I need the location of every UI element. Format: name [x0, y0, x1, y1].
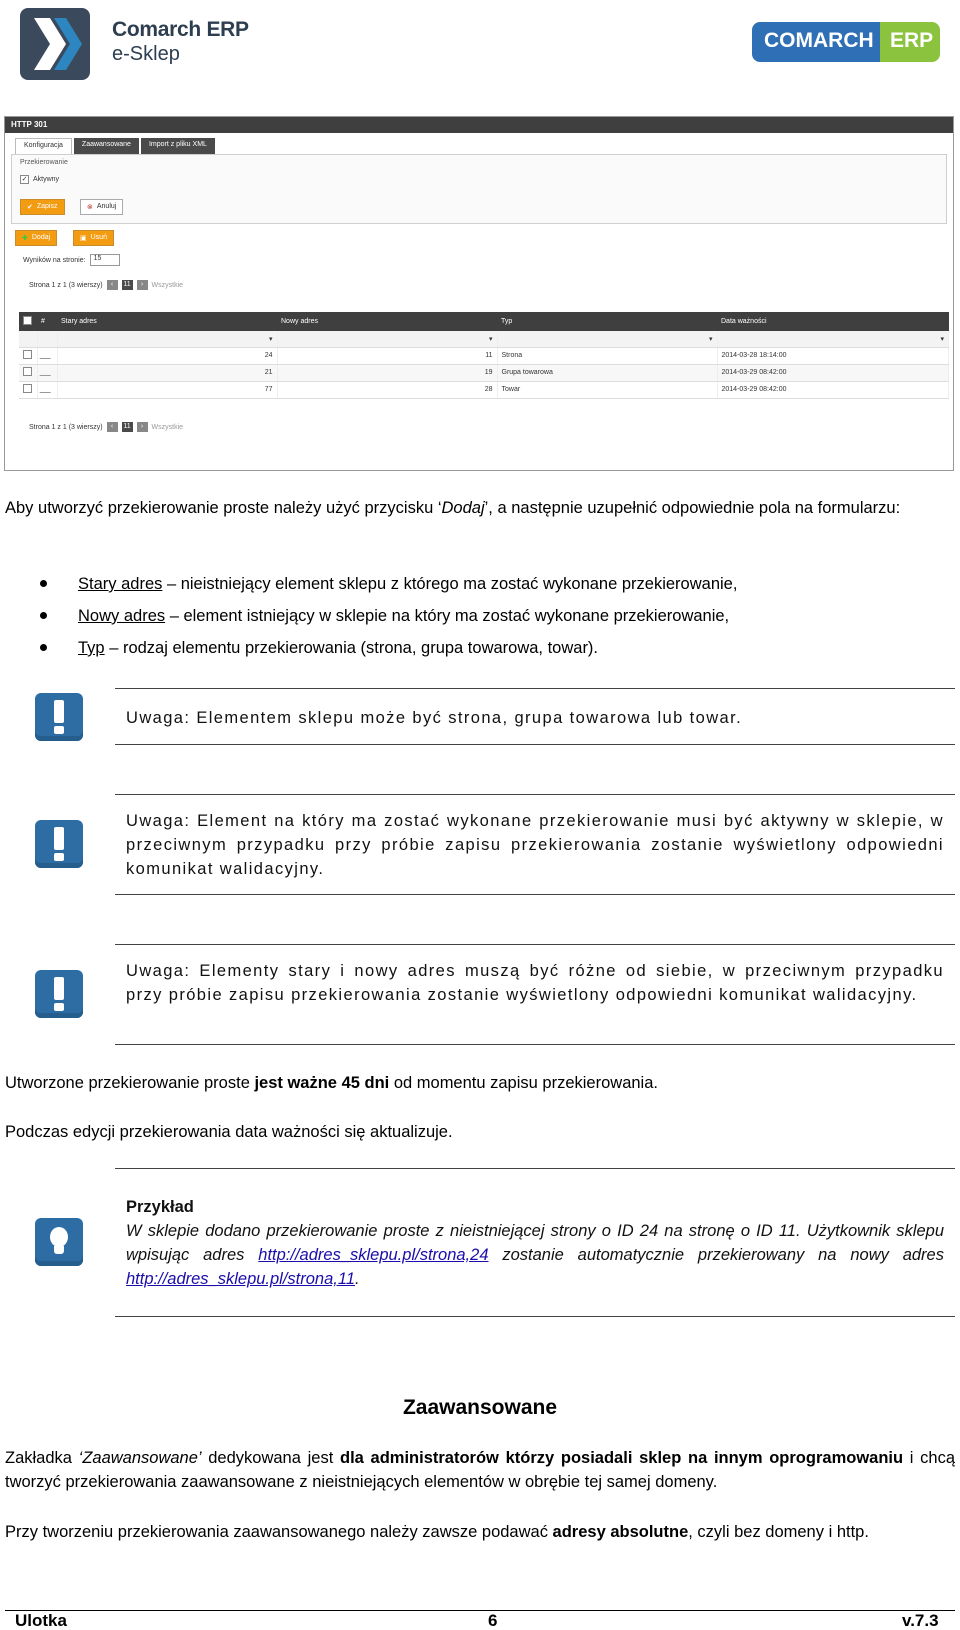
- bullet-term: Typ: [78, 639, 105, 657]
- advanced-paragraph: [5, 1446, 955, 1494]
- filter-expiry[interactable]: ▾: [717, 331, 949, 347]
- validity-paragraph: [5, 1071, 955, 1095]
- section-label: Przekierowanie: [20, 159, 68, 166]
- note-divider: [115, 744, 955, 745]
- col-type[interactable]: Typ: [497, 312, 717, 331]
- advanced-tab-name: ‘Zaawansowane’: [78, 1449, 202, 1467]
- redirect-table: [19, 312, 949, 399]
- cell-new-address: 28: [277, 381, 497, 398]
- row-checkbox-cell[interactable]: [19, 364, 37, 381]
- footer-page-number: 6: [488, 1611, 498, 1630]
- row-checkbox[interactable]: [23, 350, 32, 359]
- pager-next-button[interactable]: ›: [137, 280, 148, 290]
- bullet-text: – rodzaj elementu przekierowania (strona, grupa towarowa, towar).: [104, 639, 599, 657]
- page-header: [0, 0, 960, 95]
- table-row[interactable]: [19, 347, 949, 364]
- cell-new-address: 11: [277, 347, 497, 364]
- pager-all-link[interactable]: Wszystkie: [151, 281, 184, 289]
- pencil-icon[interactable]: [39, 384, 55, 393]
- panel-tabs: [5, 133, 953, 154]
- example-text-b: zostanie automatycznie przekierowany na nowy adres: [488, 1246, 944, 1264]
- note-divider: [115, 688, 955, 689]
- grid-toolbar: [5, 224, 953, 324]
- per-page-control: [23, 254, 120, 266]
- section-heading: Zaawansowane: [402, 1396, 558, 1419]
- delete-button[interactable]: [73, 230, 114, 246]
- exclamation-icon: [35, 820, 83, 868]
- row-checkbox[interactable]: [23, 384, 32, 393]
- lightbulb-icon: [35, 1218, 83, 1266]
- delete-label: Usuń: [90, 234, 107, 241]
- absolute-text-b: , czyli bez domeny i http.: [688, 1523, 869, 1541]
- row-checkbox-cell[interactable]: [19, 381, 37, 398]
- intro-text-b: ’, a następnie uzupełnić odpowiednie pola na formularzu:: [484, 499, 901, 517]
- note-divider: [115, 794, 955, 795]
- exclamation-icon: [35, 970, 83, 1018]
- footer-divider: [5, 1610, 955, 1611]
- note-1: Uwaga: Elementem sklepu może być strona, grupa towarowa lub towar.: [126, 709, 743, 727]
- filter-row: [19, 331, 949, 347]
- bullet-old-address: [78, 572, 737, 596]
- cell-type: Grupa towarowa: [497, 364, 717, 381]
- http301-screenshot: [4, 116, 954, 471]
- cell-expiry: 2014-03-29 08:42:00: [717, 381, 949, 398]
- comarch-eskep-logo-icon: [20, 8, 90, 80]
- pager-bottom: [29, 422, 183, 432]
- cancel-label: Anuluj: [96, 203, 117, 210]
- pager-all-link[interactable]: Wszystkie: [151, 423, 184, 431]
- intro-paragraph: [5, 496, 955, 520]
- example-title: Przykład: [126, 1198, 194, 1216]
- filter-old-address[interactable]: ▾: [57, 331, 277, 347]
- note-3: Uwaga: Elementy stary i nowy adres muszą być różne od siebie, w przeciwnym przypadku przy próbie zapisu przekierowania zostanie wyświetlony odpowiedni komunikat walidacyjny.: [126, 962, 944, 1004]
- row-checkbox[interactable]: [23, 367, 32, 376]
- table-row[interactable]: [19, 364, 949, 381]
- cell-old-address: 21: [57, 364, 277, 381]
- example-body: [126, 1219, 944, 1291]
- advanced-text-a: Zakładka: [5, 1449, 79, 1467]
- save-label: Zapisz: [36, 203, 58, 210]
- bullet-term: Stary adres: [78, 575, 163, 593]
- bullet-dot: [40, 612, 47, 619]
- col-old-address[interactable]: Stary adres: [57, 312, 277, 331]
- bullet-term: Nowy adres: [78, 607, 166, 625]
- intro-button-name: Dodaj: [441, 499, 485, 517]
- brand-subtitle: e-Sklep: [112, 43, 180, 65]
- cell-old-address: 24: [57, 347, 277, 364]
- cell-type: Strona: [497, 347, 717, 364]
- delete-icon: ▣: [80, 235, 87, 242]
- example-link-old[interactable]: http://adres_sklepu.pl/strona,24: [258, 1246, 489, 1264]
- add-label: Dodaj: [31, 234, 51, 241]
- validity-text-b: od momentu zapisu przekierowania.: [389, 1074, 658, 1092]
- pencil-icon[interactable]: [39, 367, 55, 376]
- absolute-paragraph: [5, 1520, 955, 1544]
- filter-type[interactable]: ▾: [497, 331, 717, 347]
- edit-cell[interactable]: [37, 347, 57, 364]
- bullet-new-address: [78, 604, 729, 628]
- tab-konfiguracja[interactable]: Konfiguracja: [15, 138, 72, 154]
- absolute-text-a: Przy tworzeniu przekierowania zaawansowanego należy zawsze podawać: [5, 1523, 553, 1541]
- advanced-text-b: dedykowana jest: [201, 1449, 340, 1467]
- cell-type: Towar: [497, 381, 717, 398]
- pager-next-button[interactable]: ›: [137, 422, 148, 432]
- advanced-text-c: i chcą tworzyć przekierowania zaawansowane z nieistniejących elementów w obrębie tej samej domeny.: [5, 1449, 955, 1491]
- panel-title: HTTP 301: [5, 117, 953, 133]
- bullet-dot: [40, 644, 47, 651]
- edit-cell[interactable]: [37, 381, 57, 398]
- add-button[interactable]: [15, 230, 57, 246]
- per-page-select[interactable]: 15: [90, 254, 120, 266]
- note-2: Uwaga: Element na który ma zostać wykonane przekierowanie musi być aktywny w sklepie, w przeciwnym przypadku przy próbie zapisu przekierowania zostanie wyświetlony odpowiedni komunikat walidacyjny.: [126, 812, 944, 878]
- active-checkbox[interactable]: [20, 175, 59, 184]
- save-button[interactable]: [20, 199, 65, 215]
- redirect-config-box: [11, 154, 947, 224]
- footer-left: Ulotka: [15, 1611, 67, 1630]
- cancel-icon: ⊗: [87, 204, 93, 211]
- example-text-c: .: [355, 1270, 360, 1288]
- brand-title: Comarch ERP: [112, 18, 249, 41]
- filter-empty: [37, 331, 57, 347]
- check-icon: ✔: [27, 204, 33, 211]
- col-new-address[interactable]: Nowy adres: [277, 312, 497, 331]
- bullet-text: – nieistniejący element sklepu z którego ma zostać wykonane przekierowanie,: [162, 575, 738, 593]
- select-all-cell[interactable]: [19, 312, 37, 331]
- note-divider: [115, 894, 955, 895]
- example-link-new[interactable]: http://adres_sklepu.pl/strona,11: [126, 1270, 356, 1288]
- pager-text: Strona 1 z 1 (3 wierszy): [29, 281, 103, 289]
- per-page-label: Wyników na stronie:: [23, 256, 86, 264]
- example-divider: [115, 1316, 955, 1317]
- tab-zaawansowane[interactable]: Zaawansowane: [74, 138, 139, 154]
- comarch-erp-logo: [752, 22, 940, 62]
- intro-text-a: Aby utworzyć przekierowanie proste należy użyć przycisku ‘: [5, 499, 442, 517]
- validity-bold: jest ważne 45 dni: [254, 1074, 390, 1092]
- cell-old-address: 77: [57, 381, 277, 398]
- tab-import-xml[interactable]: Import z pliku XML: [141, 138, 215, 154]
- note-divider: [115, 1044, 955, 1045]
- validity-text-a: Utworzone przekierowanie proste: [5, 1074, 255, 1092]
- edit-note: Podczas edycji przekierowania data ważności się aktualizuje.: [5, 1123, 453, 1141]
- footer-version: v.7.3: [902, 1611, 939, 1630]
- pager-top: [29, 280, 183, 290]
- cell-new-address: 19: [277, 364, 497, 381]
- bullet-dot: [40, 580, 47, 587]
- table-header-row: [19, 312, 949, 331]
- note-divider: [115, 944, 955, 945]
- absolute-bold: adresy absolutne: [552, 1523, 689, 1541]
- pager-prev-button[interactable]: ‹: [107, 422, 118, 432]
- pager-text: Strona 1 z 1 (3 wierszy): [29, 423, 103, 431]
- pager-current[interactable]: 11: [123, 423, 131, 430]
- cell-expiry: 2014-03-28 18:14:00: [717, 347, 949, 364]
- example-divider: [115, 1168, 955, 1169]
- pager-prev-button[interactable]: ‹: [107, 280, 118, 290]
- exclamation-icon: [35, 693, 83, 741]
- cell-expiry: 2014-03-29 08:42:00: [717, 364, 949, 381]
- active-label: Aktywny: [33, 176, 60, 183]
- filter-empty: [19, 331, 37, 347]
- plus-icon: ✚: [22, 235, 28, 242]
- checkbox-icon[interactable]: ✓: [21, 176, 28, 183]
- table-row[interactable]: [19, 381, 949, 398]
- example-box: [126, 1195, 944, 1291]
- bullet-type: [78, 636, 598, 660]
- logo-erp-text: ERP: [880, 22, 940, 62]
- cancel-button[interactable]: [80, 199, 123, 215]
- advanced-bold: dla administratorów którzy posiadali sklep na innym oprogramowaniu: [340, 1449, 904, 1467]
- pencil-icon[interactable]: [39, 350, 55, 359]
- select-all-checkbox[interactable]: [23, 316, 32, 325]
- pager-current[interactable]: 11: [123, 281, 131, 288]
- col-expiry-date[interactable]: Data ważności: [717, 312, 949, 331]
- row-checkbox-cell[interactable]: [19, 347, 37, 364]
- filter-new-address[interactable]: ▾: [277, 331, 497, 347]
- edit-cell[interactable]: [37, 364, 57, 381]
- col-number[interactable]: #: [37, 312, 57, 331]
- example-text-a: W sklepie dodano przekierowanie proste z nieistniejącej strony o ID 24 na stronę o ID 11. Użytkownik sklepu wpisując adres: [126, 1222, 944, 1264]
- bullet-text: – element istniejący w sklepie na który ma zostać wykonane przekierowanie,: [165, 607, 730, 625]
- logo-comarch-text: COMARCH: [752, 22, 880, 62]
